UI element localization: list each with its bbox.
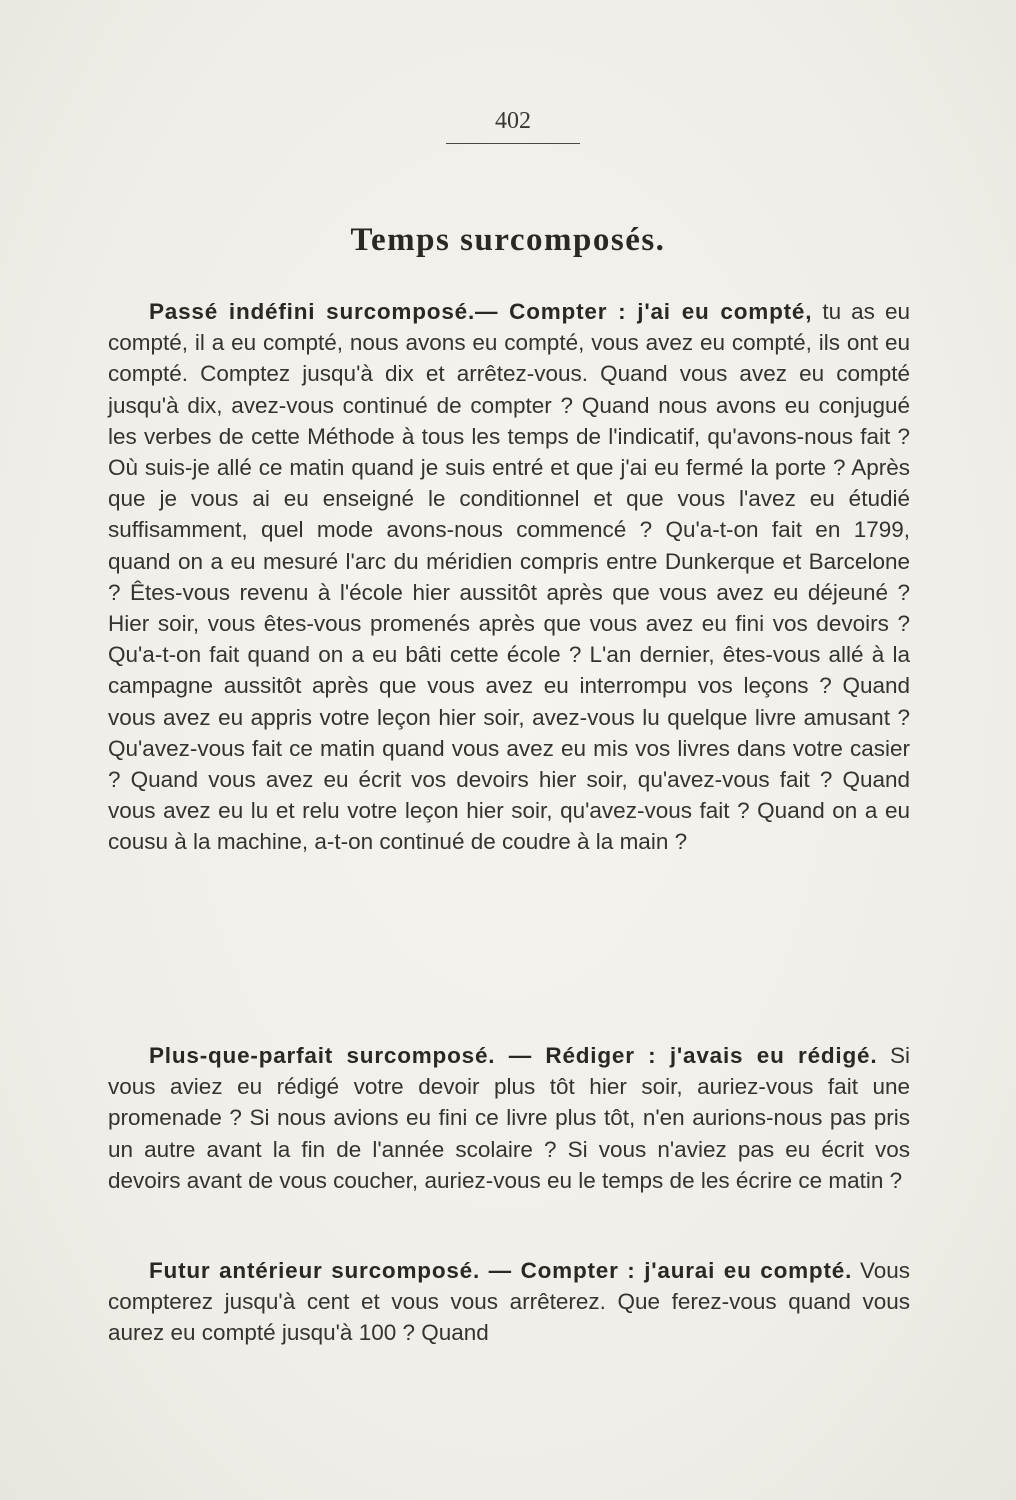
section-futur-anterieur-surcompose [108,1255,910,1349]
page-number-rule [446,143,580,144]
section-heading: Passé indéfini surcomposé.— Compter : j'ai eu compté, [149,299,813,324]
chapter-title: Temps surcomposés. [350,222,666,258]
paragraph [108,1040,910,1196]
paragraph [108,1255,910,1349]
section-passe-indefini-surcompose [108,296,910,858]
page-number: 402 [495,108,531,134]
section-body: Si vous aviez eu rédigé votre devoir plus tôt hier soir, auriez-vous fait une promenade ? Si nous avions eu fini ce livre plus tôt, n'en aurions-nous pas pris un autre avant la fin de l'année scolaire ? Si vous n'aviez pas eu écrit vos devoirs avant de vous coucher, auriez-vous eu le temps de les écrire ce matin ? [108,1043,910,1193]
section-body: Vous compterez jusqu'à cent et vous vous arrêterez. Que ferez-vous quand vous aurez eu compté jusqu'à 100 ? Quand [108,1258,910,1346]
paragraph [108,296,910,858]
section-heading: Plus-que-parfait surcomposé. — Rédiger : j'avais eu rédigé. [149,1043,878,1068]
section-plus-que-parfait-surcompose [108,1040,910,1196]
section-body: tu as eu compté, il a eu compté, nous avons eu compté, vous avez eu compté, ils ont eu compté. Comptez jusqu'à dix et arrêtez-vous. Quand vous avez eu compté jusqu'à dix, avez-vous continué de compter ? Quand nous avons eu conjugué les verbes de cette Méthode à tous les temps de l'indicatif, qu'avons-nous fait ? Où suis-je allé ce matin quand je suis entré et que j'ai eu fermé la porte ? Après que je vous ai eu enseigné le conditionnel et que vous l'avez eu étudié suffisamment, quel mode avons-nous commencé ? Qu'a-t-on fait en 1799, quand on a eu mesuré l'arc du méridien compris entre Dunkerque et Barcelone ? Êtes-vous revenu à l'école hier aussitôt après que vous avez eu déjeuné ? Hier soir, vous êtes-vous promenés après que vous avez eu fini vos devoirs ? Qu'a-t-on fait quand on a eu bâti cette école ? L'an dernier, êtes-vous allé à la campagne aussitôt après que vous avez eu interrompu vos leçons ? Quand vous avez eu appris votre leçon hier soir, avez-vous lu quelque livre amusant ? Qu'avez-vous fait ce matin quand vous avez eu mis vos livres dans votre casier ? Quand vous avez eu écrit vos devoirs hier soir, qu'avez-vous fait ? Quand vous avez eu lu et relu votre leçon hier soir, qu'avez-vous fait ? Quand on a eu cousu à la machine, a-t-on continué de coudre à la main ? [108,299,911,855]
section-heading: Futur antérieur surcomposé. — Compter : j'aurai eu compté. [149,1258,853,1283]
